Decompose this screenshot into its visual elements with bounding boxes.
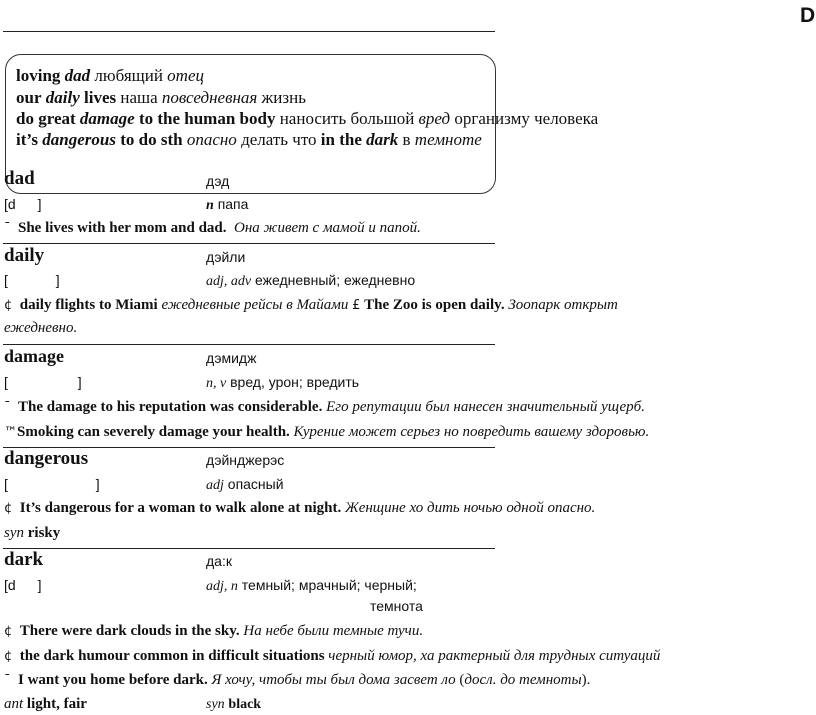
example-damage-2: ™Smoking can severely damage your health. Курение может серьез но повредить вашему здоровью. <box>4 424 650 440</box>
page-letter: D <box>800 4 816 27</box>
example-daily-1-cont: ежедневно. <box>4 320 78 336</box>
translation-dark-2: темнота <box>370 598 423 614</box>
translation-dark: adj, n темный; мрачный; черный; <box>206 577 417 594</box>
bracket-dangerous: [ ] <box>4 476 100 492</box>
translation-dad: n папа <box>206 196 249 213</box>
translation-dangerous: adj опасный <box>206 476 284 493</box>
example-dark-1: ¢ There were dark clouds in the sky. На небе были темные тучи. <box>4 623 424 639</box>
bracket-daily: [ ] <box>4 272 60 288</box>
example-dad-1: ˉ She lives with her mom and dad. Она живет с мамой и папой. <box>4 220 421 236</box>
translation-daily: adj, adv ежедневный; ежедневно <box>206 272 416 289</box>
headword-dangerous: dangerous <box>4 448 89 469</box>
bracket-dark: [d ] <box>4 577 42 593</box>
pron-daily: дэйли <box>206 249 246 265</box>
phrase-line-2: our daily lives наша повседневная жизнь <box>16 88 306 107</box>
example-damage-1: ˉ The damage to his reputation was considerable. Его репутации был нанесен значительный ущерб. <box>4 399 645 415</box>
example-daily-1: ¢ daily flights to Miami ежедневные рейсы в Майами £ The Zoo is open daily. Зоопарк открыт <box>4 297 618 313</box>
divider-dark <box>3 548 495 549</box>
top-rule <box>3 31 495 32</box>
bracket-dad: [d ] <box>4 196 42 212</box>
example-dark-2: ¢ the dark humour common in difficult situations черный юмор, ха рактерный для трудных ситуаций <box>4 648 661 664</box>
phrase-line-3: do great damage to the human body наносить большой вред организму человека <box>16 109 599 128</box>
example-dangerous-1: ¢ It’s dangerous for a woman to walk alone at night. Женщине хо дить ночью одной опасно. <box>4 500 596 516</box>
bracket-damage: [ ] <box>4 374 82 390</box>
ant-dark: ant light, fair <box>4 696 87 712</box>
translation-damage: n, v вред, урон; вредить <box>206 374 360 391</box>
pron-dad: дэд <box>206 173 230 189</box>
headword-dad: dad <box>4 168 35 189</box>
phrase-line-4: it’s dangerous to do sth опасно делать что in the dark в темноте <box>16 130 482 149</box>
headword-damage: damage <box>4 346 64 366</box>
headword-daily: daily <box>4 245 45 266</box>
pron-damage: дэмидж <box>206 350 257 366</box>
divider-daily <box>3 243 495 244</box>
pron-dark: да:к <box>206 553 232 569</box>
pron-dangerous: дэйнджерэс <box>206 452 285 468</box>
syn-dark: syn black <box>206 697 262 712</box>
divider-damage <box>3 344 495 345</box>
syn-dangerous: syn risky <box>4 525 61 541</box>
example-dark-3: ˉ I want you home before dark. Я хочу, чтобы ты был дома засвет ло (досл. до темноты). <box>4 672 591 688</box>
phrase-line-1: loving dad любящий отец <box>16 66 204 85</box>
headword-dark: dark <box>4 549 44 570</box>
